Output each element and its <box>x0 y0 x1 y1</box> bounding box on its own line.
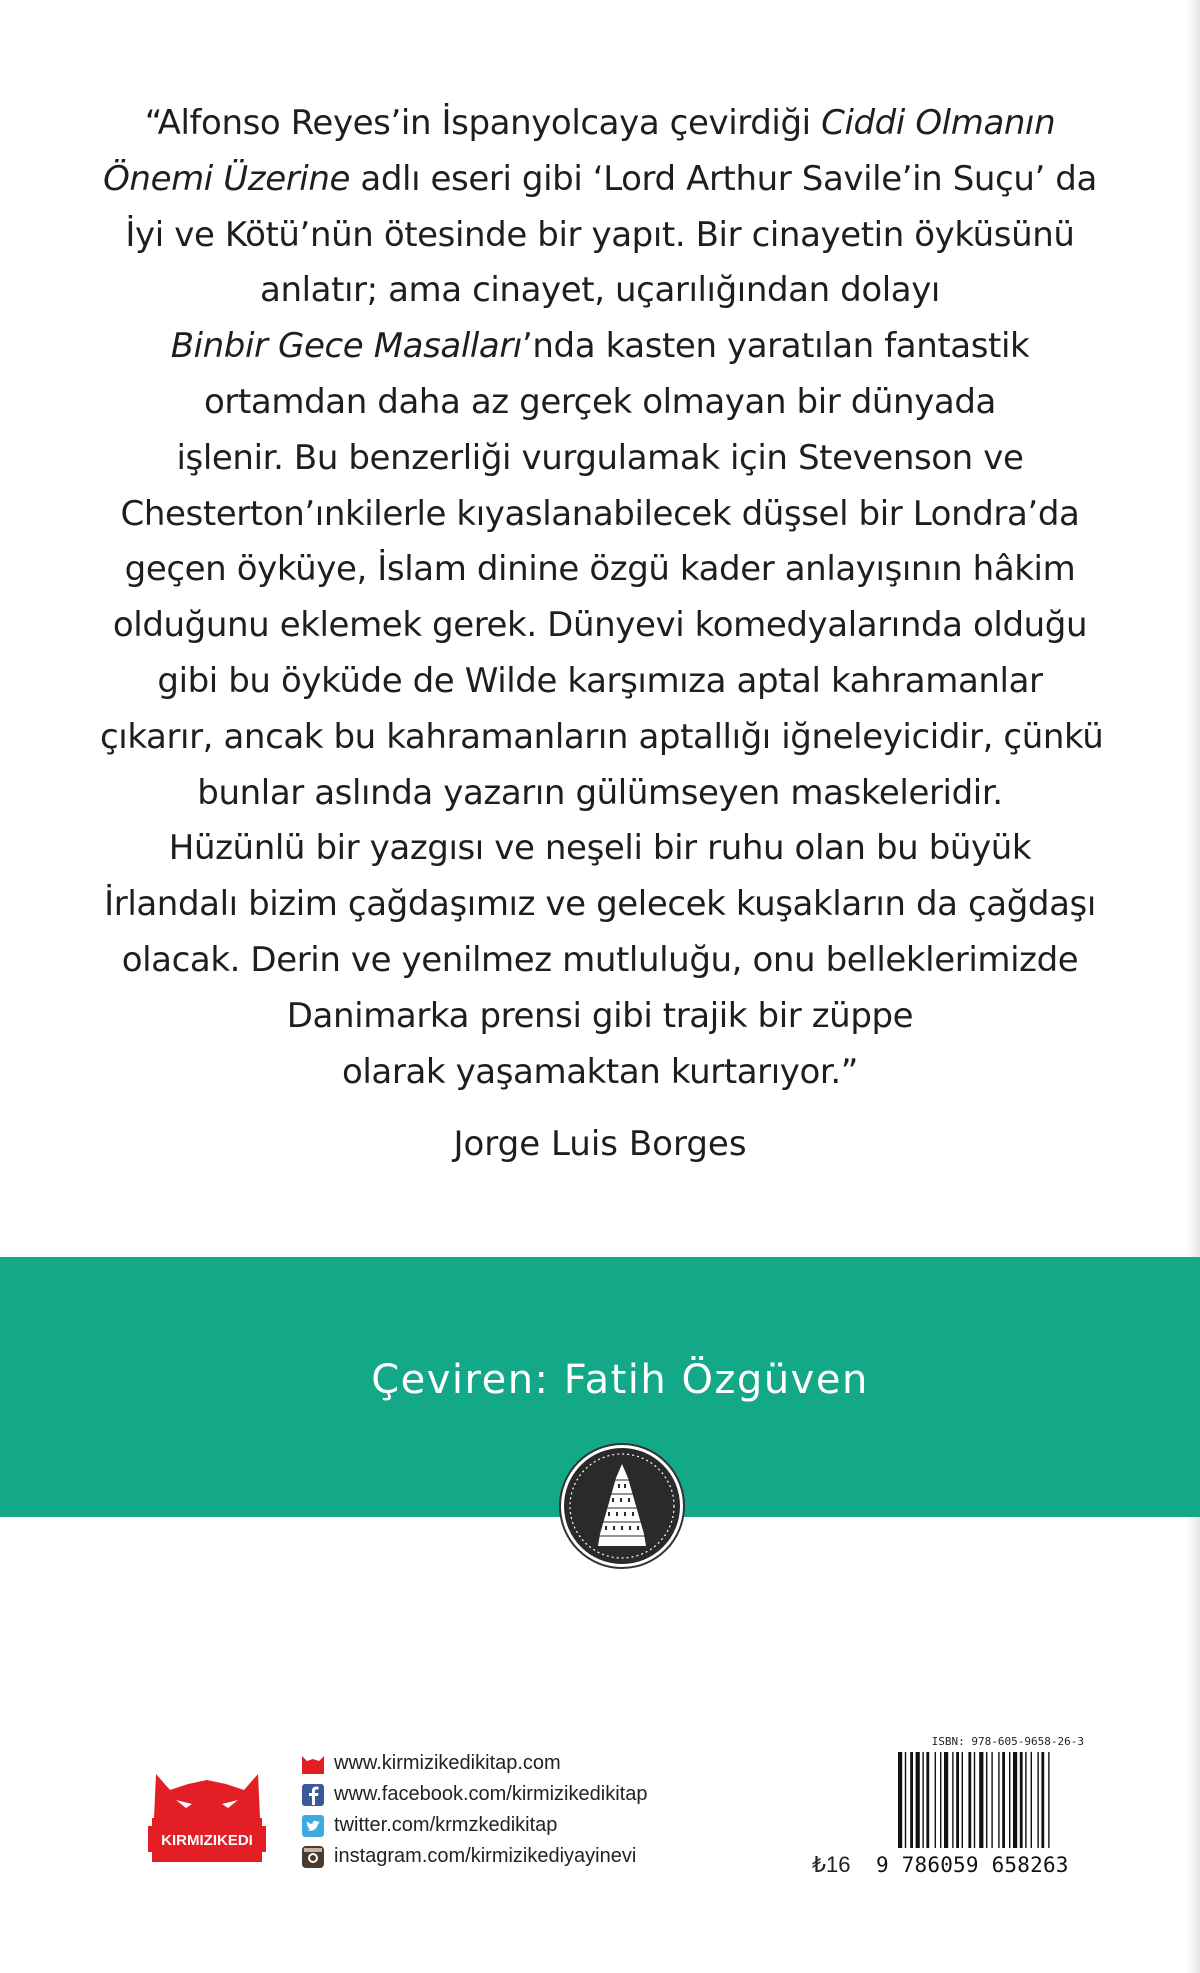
quote-text: ’nda kasten yaratılan fantastik <box>521 326 1030 367</box>
contact-row <box>300 1810 720 1841</box>
quote-text: bunlar aslında yazarın gülümseyen maskeleridir. <box>197 772 1003 813</box>
barcode-bar <box>956 1752 959 1848</box>
quote-text: gibi bu öyküde de Wilde karşımıza aptal kahramanlar <box>157 660 1043 701</box>
italic-title: Binbir Gece Masalları <box>170 326 522 367</box>
quote-text: işlenir. Bu benzerliği vurgulamak için Stevenson ve <box>176 437 1024 478</box>
quote-text: Danimarka prensi gibi trajik bir züppe <box>286 995 914 1036</box>
quote-text: ortamdan daha az gerçek olmayan bir dünyada <box>204 381 996 422</box>
web-cat-icon <box>300 1752 326 1776</box>
barcode-bar <box>979 1752 983 1848</box>
contact-row <box>300 1841 720 1872</box>
quote-text: geçen öyküye, İslam dinine özgü kader anlayışının hâkim <box>124 549 1076 590</box>
contact-link[interactable]: www.kirmizikedikitap.com <box>334 1752 561 1774</box>
isbn-label: ISBN: 978-605-9658-26-3 <box>931 1735 1084 1748</box>
quote-line <box>100 710 1104 766</box>
barcode-bar <box>922 1752 923 1848</box>
translator-credit: Çeviren: Fatih Özgüven <box>371 1357 869 1403</box>
barcode-bar <box>944 1752 948 1848</box>
contact-row <box>300 1748 720 1779</box>
contact-link[interactable]: instagram.com/kirmizikediyayinevi <box>334 1845 637 1867</box>
quote-line <box>100 989 1100 1045</box>
barcode-bar <box>1048 1752 1049 1848</box>
back-cover-quote <box>100 96 1104 1100</box>
barcode-bar <box>940 1752 941 1848</box>
quote-line <box>100 263 1100 319</box>
isbn-digits: 9 786059 658263 <box>876 1853 1069 1877</box>
quote-text: Chesterton’ınkilerle kıyaslanabilecek düşsel bir Londra’da <box>120 493 1080 534</box>
quote-line <box>100 487 1100 543</box>
barcode-bar <box>1037 1752 1038 1848</box>
quote-text: olduğunu eklemek gerek. Dünyevi komedyalarında olduğu <box>112 605 1088 646</box>
quote-text: İrlandalı bizim çağdaşımız ve gelecek kuşakların da çağdaşı <box>104 884 1096 925</box>
quote-text: anlatır; ama cinayet, uçarılığından dolayı <box>260 270 940 311</box>
quote-line <box>100 933 1100 989</box>
publisher-logo <box>148 1760 266 1872</box>
barcode-bar <box>1013 1752 1017 1848</box>
quote-line <box>100 766 1100 822</box>
barcode-bar <box>962 1752 963 1848</box>
barcode-bar <box>974 1752 975 1848</box>
quote-line <box>100 319 1100 375</box>
quote-text: Hüzünlü bir yazgısı ve neşeli bir ruhu olan bu büyük <box>168 828 1032 869</box>
barcode-bar <box>968 1752 971 1848</box>
quote-text: çıkarır, ancak bu kahramanların aptallığı iğneleyicidir, çünkü <box>100 716 1104 757</box>
barcode-bar <box>1031 1752 1032 1848</box>
quote-line <box>100 654 1100 710</box>
italic-title: Önemi Üzerine <box>103 158 351 199</box>
quote-text: İyi ve Kötü’nün ötesinde bir yapıt. Bir cinayetin öyküsünü <box>125 214 1075 255</box>
quote-line <box>100 96 1100 152</box>
page-edge-shadow <box>1186 0 1200 1973</box>
isbn-barcode <box>896 1752 1086 1848</box>
twitter-icon <box>300 1814 326 1838</box>
barcode-bar <box>935 1752 936 1848</box>
quote-line <box>100 877 1100 933</box>
quote-line <box>100 1045 1100 1101</box>
quote-text: olacak. Derin ve yenilmez mutluluğu, onu belleklerimizde <box>121 939 1079 980</box>
tower-emblem-icon <box>558 1442 686 1570</box>
contact-list <box>300 1748 720 1872</box>
quote-line <box>100 542 1100 598</box>
quote-text: adlı eseri gibi ‘Lord Arthur Savile’in Suçu’ da <box>350 158 1097 199</box>
barcode-bar <box>991 1752 992 1848</box>
barcode-bar <box>916 1752 920 1848</box>
barcode-bar <box>1025 1752 1026 1848</box>
quote-line <box>100 598 1100 654</box>
barcode-bar <box>910 1752 913 1848</box>
barcode-bar <box>1020 1752 1023 1848</box>
red-cat-icon <box>154 1774 260 1818</box>
barcode-bar <box>1041 1752 1044 1848</box>
barcode-bar <box>926 1752 929 1848</box>
contact-link[interactable]: twitter.com/krmzkedikitap <box>334 1814 558 1836</box>
instagram-icon <box>300 1845 326 1869</box>
contact-link[interactable]: www.facebook.com/kirmizikedikitap <box>334 1783 648 1805</box>
quote-line <box>100 431 1100 487</box>
facebook-icon <box>300 1783 326 1807</box>
quote-line <box>100 375 1100 431</box>
quote-line <box>100 821 1100 877</box>
quote-text: olarak yaşamaktan kurtarıyor.” <box>341 1051 859 1092</box>
italic-title: Ciddi Olmanın <box>821 103 1056 143</box>
barcode-bar <box>986 1752 987 1848</box>
contact-row <box>300 1779 720 1810</box>
barcode-bar <box>1009 1752 1010 1848</box>
barcode-bar <box>898 1752 902 1848</box>
quote-text: “Alfonso Reyes’in İspanyolcaya çevirdiği <box>144 103 822 143</box>
quote-line <box>100 152 1100 208</box>
price-label: ₺16 <box>812 1852 851 1877</box>
publisher-logo-text: KIRMIZIKEDI <box>161 1832 253 1849</box>
quote-author: Jorge Luis Borges <box>453 1124 747 1164</box>
barcode-bar <box>905 1752 906 1848</box>
quote-line <box>100 208 1100 264</box>
barcode-bar <box>1002 1752 1005 1848</box>
barcode-bar <box>952 1752 953 1848</box>
barcode-bar <box>998 1752 999 1848</box>
